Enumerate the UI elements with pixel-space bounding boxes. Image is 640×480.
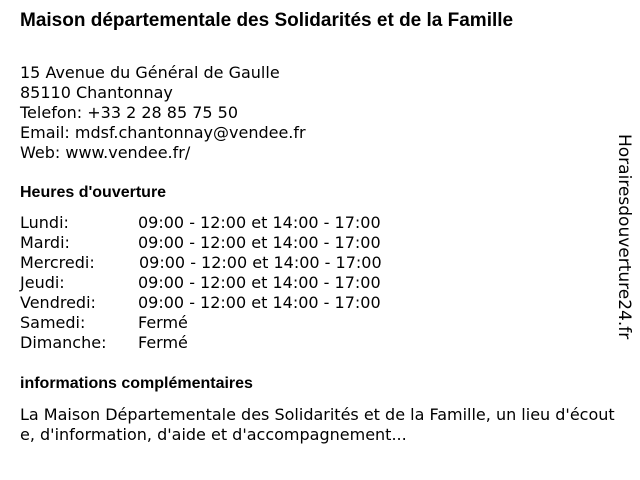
hours-value: 09:00 - 12:00 et 14:00 - 17:00	[139, 253, 382, 272]
page-title: Maison départementale des Solidarités et de la Famille	[20, 10, 514, 31]
email-address: Email: mdsf.chantonnay@vendee.fr	[20, 123, 306, 142]
hours-value: 09:00 - 12:00 et 14:00 - 17:00	[138, 233, 381, 252]
hours-value: Fermé	[138, 333, 188, 352]
day-label: Lundi:	[20, 213, 69, 232]
additional-info-heading: informations complémentaires	[20, 375, 253, 392]
street-address: 15 Avenue du Général de Gaulle	[20, 63, 280, 82]
opening-hours-heading: Heures d'ouverture	[20, 184, 167, 201]
hours-value: 09:00 - 12:00 et 14:00 - 17:00	[138, 293, 381, 312]
website: Web: www.vendee.fr/	[20, 143, 191, 162]
site-watermark	[612, 134, 638, 344]
day-label: Mercredi:	[20, 253, 95, 272]
day-label: Samedi:	[20, 313, 86, 332]
day-label: Vendredi:	[20, 293, 96, 312]
city-postcode: 85110 Chantonnay	[20, 83, 173, 102]
description-text: La Maison Départementale des Solidarités et de la Famille, un lieu d'écoute, d'information, d'aide et d'accompagnement...	[20, 405, 615, 444]
day-label: Dimanche:	[20, 333, 107, 352]
day-label: Mardi:	[20, 233, 70, 252]
contact-block	[20, 63, 306, 163]
watermark-text: Horairesdouverture24.fr	[614, 134, 634, 340]
hours-value: Fermé	[138, 313, 188, 332]
phone-number: Telefon: +33 2 28 85 75 50	[20, 103, 239, 122]
hours-value: 09:00 - 12:00 et 14:00 - 17:00	[138, 273, 381, 292]
hours-value: 09:00 - 12:00 et 14:00 - 17:00	[138, 213, 381, 232]
day-label: Jeudi:	[20, 273, 65, 292]
